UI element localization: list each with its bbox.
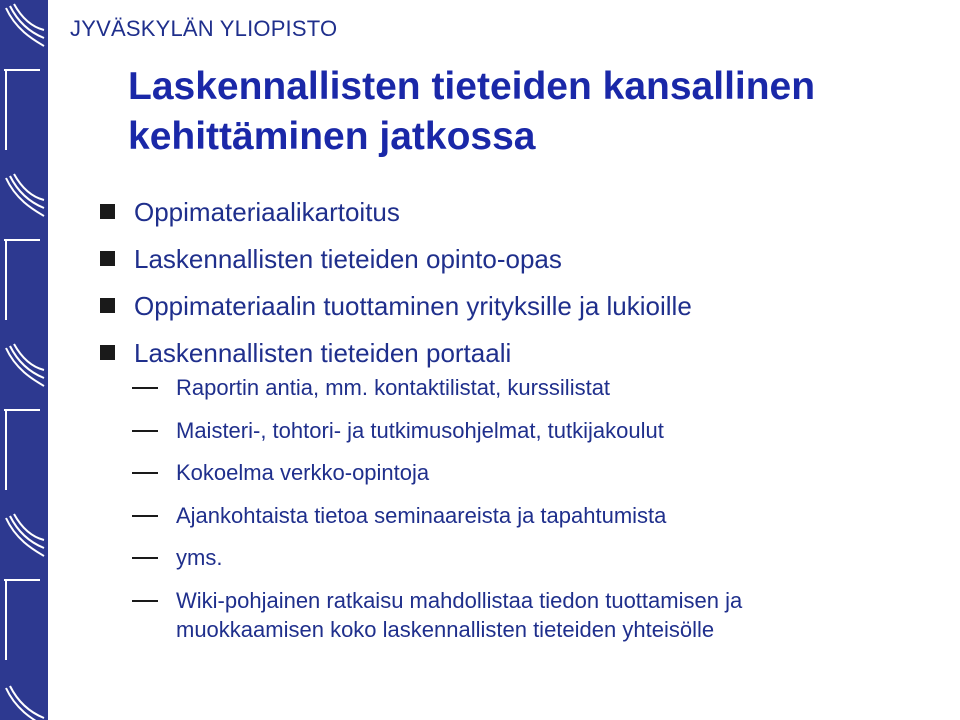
sub-bullet-text: Kokoelma verkko-opintoja bbox=[176, 460, 430, 485]
sub-bullet-text: yms. bbox=[176, 545, 223, 570]
dash-bullet-icon bbox=[132, 515, 158, 517]
bullet-text: Laskennallisten tieteiden portaali bbox=[134, 338, 512, 368]
dash-bullet-icon bbox=[132, 387, 158, 389]
emblem-motif bbox=[4, 4, 44, 150]
bullet-text: Oppimateriaalikartoitus bbox=[134, 197, 400, 227]
sub-bullet-item bbox=[132, 416, 912, 445]
sub-bullet-item bbox=[132, 586, 912, 644]
sidebar-logo-strip bbox=[0, 0, 48, 720]
square-bullet-icon bbox=[100, 298, 115, 313]
bullet-item bbox=[98, 289, 918, 336]
sub-bullet-text: Ajankohtaista tietoa seminaareista ja tapahtumista bbox=[176, 502, 667, 528]
sub-bullet-text: Raportin antia, mm. kontaktilistat, kurssilistat bbox=[176, 375, 611, 400]
slide-title: Laskennallisten tieteiden kansallinen kehittäminen jatkossa bbox=[128, 65, 816, 158]
sub-bullet-text: Maisteri-, tohtori- ja tutkimusohjelmat, tutkijakoulut bbox=[176, 417, 664, 443]
bullet-text: Laskennallisten tieteiden opinto-opas bbox=[134, 244, 562, 274]
sub-bullet-item bbox=[132, 501, 912, 530]
bullet-text: Oppimateriaalin tuottaminen yrityksille ja lukioille bbox=[134, 291, 692, 321]
dash-bullet-icon bbox=[132, 430, 158, 432]
sub-bullet-list bbox=[132, 373, 912, 657]
square-bullet-icon bbox=[100, 204, 115, 219]
dash-bullet-icon bbox=[132, 600, 158, 602]
dash-bullet-icon bbox=[132, 472, 158, 474]
university-emblem-pattern-icon bbox=[0, 0, 48, 720]
sub-bullet-text: Wiki-pohjainen ratkaisu mahdollistaa tiedon tuottamisen ja muokkaamisen koko laskennallisten tieteiden yhteisölle bbox=[176, 587, 743, 642]
bullet-item bbox=[98, 195, 918, 242]
sub-bullet-item bbox=[132, 458, 912, 487]
sub-bullet-item bbox=[132, 543, 912, 572]
dash-bullet-icon bbox=[132, 557, 158, 559]
sub-bullet-item bbox=[132, 373, 912, 402]
square-bullet-icon bbox=[100, 251, 115, 266]
university-name: JYVÄSKYLÄN YLIOPISTO bbox=[70, 16, 338, 41]
bullet-item bbox=[98, 242, 918, 289]
bullet-list bbox=[98, 195, 918, 383]
square-bullet-icon bbox=[100, 345, 115, 360]
